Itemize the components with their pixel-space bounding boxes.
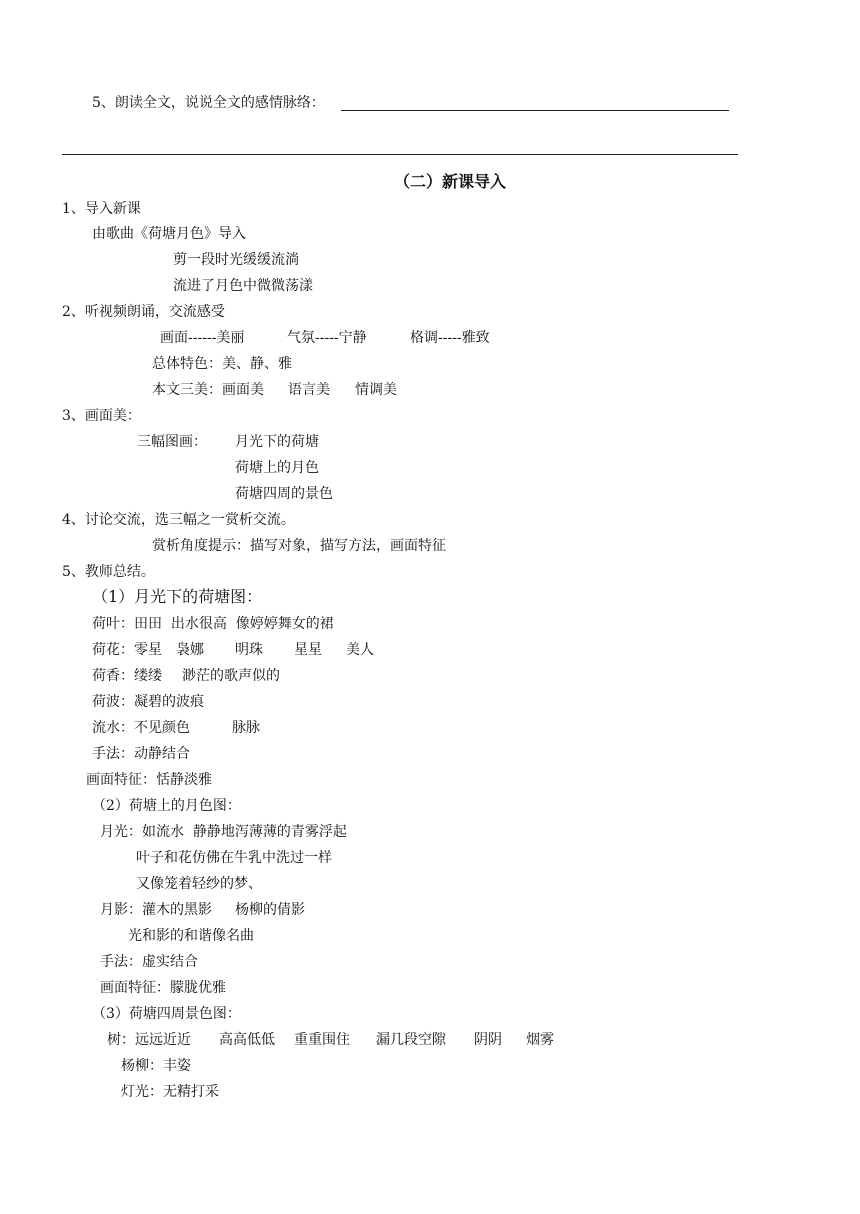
section-2-item-tone: 格调-----雅致 (410, 330, 490, 346)
section-2-heading: 2、听视频朗诵，交流感受 (62, 304, 225, 320)
section-2-item-atmosphere: 气氛-----宁静 (287, 330, 367, 346)
picture-1-line-2d: 星星 (294, 642, 322, 658)
picture-3-line-1f: 烟雾 (526, 1032, 554, 1048)
picture-1-title: （1）月光下的荷塘图： (92, 587, 263, 606)
picture-2-line-4b: 杨柳的倩影 (235, 902, 305, 918)
picture-3-line-3: 灯光：无精打采 (121, 1084, 219, 1100)
picture-1-line-3a: 荷香：缕缕 (92, 668, 162, 684)
question-5: 5、朗读全文，说说全文的感情脉络： (92, 95, 325, 111)
section-1-line-2: 剪一段时光缓缓流淌 (173, 252, 299, 268)
section-2-item-picture: 画面------美丽 (160, 330, 245, 346)
section-3-picture-3: 荷塘四周的景色 (235, 486, 333, 502)
section-3-picture-1: 月光下的荷塘 (235, 434, 319, 450)
section-3-label: 三幅图画： (137, 434, 207, 450)
section-1-line-3: 流进了月色中微微荡漾 (173, 278, 313, 294)
section-2-line-3c: 情调美 (355, 382, 397, 398)
section-title: （二）新课导入 (394, 172, 507, 191)
picture-1-line-3b: 渺茫的歌声似的 (182, 668, 280, 684)
picture-3-line-1d: 漏几段空隙 (376, 1032, 446, 1048)
section-2-line-3b: 语言美 (288, 382, 330, 398)
picture-3-title: （3）荷塘四周景色图： (92, 1006, 241, 1022)
section-1-heading: 1、导入新课 (62, 201, 141, 217)
section-1-line-1: 由歌曲《荷塘月色》导入 (92, 226, 246, 242)
section-4-heading: 4、讨论交流，选三幅之一赏析交流。 (62, 512, 295, 528)
picture-1-line-4: 荷波：凝碧的波痕 (92, 694, 204, 710)
section-2-line-2: 总体特色：美、静、雅 (152, 356, 292, 372)
picture-1-line-2a: 荷花：零星 (92, 642, 162, 658)
picture-2-line-2: 叶子和花仿佛在牛乳中洗过一样 (136, 850, 332, 866)
picture-3-line-1e: 阴阴 (474, 1032, 502, 1048)
picture-1-line-2e: 美人 (346, 642, 374, 658)
picture-2-technique: 手法：虚实结合 (100, 954, 198, 970)
picture-2-line-4a: 月影：灌木的黑影 (100, 902, 212, 918)
picture-3-line-1a: 树：远远近近 (107, 1032, 191, 1048)
picture-2-feature: 画面特征：朦胧优雅 (100, 980, 226, 996)
picture-3-line-2: 杨柳：丰姿 (121, 1058, 191, 1074)
section-5-heading: 5、教师总结。 (62, 564, 155, 580)
picture-2-line-1: 月光：如流水 静静地泻薄薄的青雾浮起 (100, 824, 347, 840)
picture-1-line-1: 荷叶：田田 出水很高 像婷婷舞女的裙 (92, 616, 334, 632)
picture-1-line-2b: 袅娜 (176, 642, 204, 658)
section-2-line-3a: 本文三美：画面美 (152, 382, 264, 398)
picture-1-line-5a: 流水：不见颜色 (92, 720, 190, 736)
picture-3-line-1c: 重重围住 (294, 1032, 350, 1048)
section-4-hint: 赏析角度提示：描写对象，描写方法，画面特征 (152, 538, 446, 554)
picture-1-line-2c: 明珠 (235, 642, 263, 658)
picture-3-line-1b: 高高低低 (219, 1032, 275, 1048)
answer-blank[interactable] (341, 110, 729, 111)
picture-2-line-5: 光和影的和谐像名曲 (128, 928, 254, 944)
picture-1-technique: 手法：动静结合 (92, 746, 190, 762)
section-3-picture-2: 荷塘上的月色 (235, 460, 319, 476)
picture-1-feature: 画面特征：恬静淡雅 (86, 772, 212, 788)
divider (62, 154, 738, 155)
picture-2-title: （2）荷塘上的月色图： (92, 798, 241, 814)
picture-1-line-5b: 脉脉 (232, 720, 260, 736)
picture-2-line-3: 又像笼着轻纱的梦、 (136, 876, 262, 892)
section-3-heading: 3、画面美： (62, 408, 141, 424)
